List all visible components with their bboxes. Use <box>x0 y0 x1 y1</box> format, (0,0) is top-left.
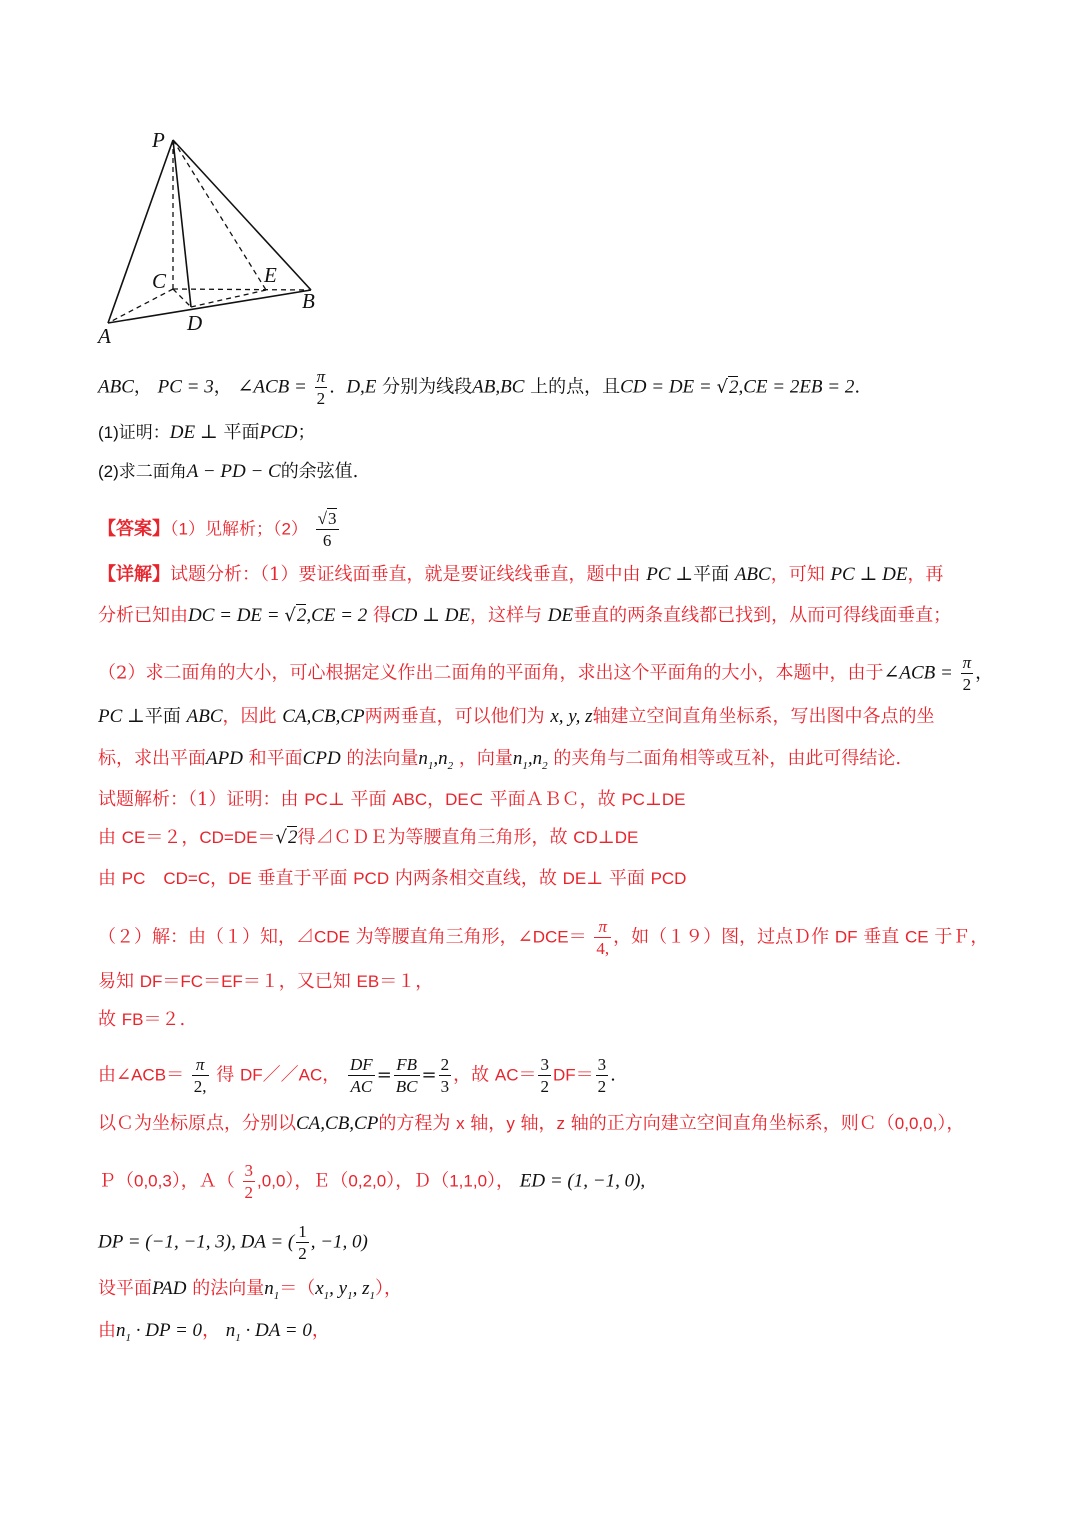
question-2: (2)求二面角A − PD − C的余弦值. <box>98 461 359 482</box>
label-C: C <box>152 269 167 293</box>
label-A: A <box>98 324 111 348</box>
edge-CB <box>173 289 311 290</box>
analysis-line-4: PC ⊥平面 ABC，因此 CA,CB,CP两两垂直，可以他们为 x, y, z轴建立空间直角坐标系，写出图中各点的坐 <box>98 706 935 727</box>
analysis-line-5: 标，求出平面APD 和平面CPD 的法向量$n_1,n_2$ ，向量$n_1,n_2$ 的夹角与二面角相等或互补，由此可得结论. <box>98 748 902 772</box>
solution-line-8: 以Ｃ为坐标原点，分别以CA,CB,CP的方程为 x 轴，y 轴，z 轴的正方向建立空间直角坐标系，则Ｃ（0,0,0,）， <box>98 1113 965 1134</box>
solution-line-6: 故 FB＝２. <box>98 1009 186 1030</box>
question-1: (1)证明：DE ⊥ 平面PCD； <box>98 422 316 443</box>
analysis-line-2: 分析已知由DC = DE = √2,CE = 2 得CD ⊥ DE，这样与 DE垂直的两条直线都已找到，从而可得线面垂直； <box>98 605 952 626</box>
solution-line-2: 由 CE＝２，CD=DE＝√2得⊿ＣＤＥ为等腰直角三角形，故 CD⊥DE <box>98 827 639 848</box>
solution-line-3: 由 PC CD=C，DE 垂直于平面 PCD 内两条相交直线，故 DE⊥ 平面 PCD <box>98 868 687 889</box>
answer-line: 【答案】（1）见解析；（2） $\frac{√3}{6}$ <box>98 509 337 550</box>
solution-line-1: 试题解析：（1）证明：由 PC⊥ 平面 ABC，DE⊂ 平面ＡＢＣ，故 PC⊥DE <box>98 789 686 810</box>
solution-line-4: （２）解：由（１）知，⊿CDE 为等腰直角三角形，∠DCE＝ $\frac{\pi}{4,}$ ，如（１９）图，过点Ｄ作 DF 垂直 CE 于Ｆ， <box>98 917 989 958</box>
solution-line-5: 易知 DF＝FC＝EF＝１，又已知 EB＝１， <box>98 971 434 992</box>
solution-line-12: 由$n_1$ · DP = 0， $n_1$ · DA = 0， <box>98 1320 330 1344</box>
label-B: B <box>302 289 315 313</box>
problem-given: ABC， PC = 3， ∠ACB = $\frac{\pi}{2}$ . D,E 分别为线段AB,BC 上的点，且CD = DE = √2,CE = 2EB = 2. <box>98 367 861 408</box>
analysis-line-3: （2）求二面角的大小，可心根据定义作出二面角的平面角，求出这个平面角的大小，本题中，由于∠ACB = $\frac{\pi}{2}$ ， <box>98 653 994 694</box>
label-E: E <box>264 263 277 287</box>
pyramid-figure <box>88 120 328 350</box>
solution-line-7: 由∠ACB＝ $\frac{\pi}{2,}$ 得 DF／／AC， $\frac{DF}{AC}$ = $\frac{FB}{BC}$ = $\frac{2}{3}$ ，故 AC＝ $\frac{3}{2}$ DF＝ $\frac{3}{2}$ . <box>98 1055 616 1096</box>
label-P: P <box>152 128 165 152</box>
edge-CD <box>173 289 191 307</box>
edge-PB <box>173 140 311 290</box>
analysis-line-1: 【详解】试题分析：（1）要证线面垂直，就是要证线线垂直，题中由 PC ⊥平面 ABC，可知 PC ⊥ DE，再 <box>98 564 944 585</box>
solution-line-9: Ｐ（0,0,3），Ａ（ $\frac{3}{2}$ ,0,0），Ｅ（0,2,0），Ｄ（1,1,0）， ED = (1, −1, 0), <box>98 1161 646 1202</box>
solution-line-11: 设平面PAD 的法向量$n_1=(x_1$, $y_1$, $z_1$）， <box>98 1278 402 1302</box>
edge-PA <box>108 140 173 323</box>
label-D: D <box>187 311 203 335</box>
solution-line-10: DP = (−1, −1, 3), DA = ( $\frac{1}{2}$ , −1, 0) <box>98 1222 368 1263</box>
